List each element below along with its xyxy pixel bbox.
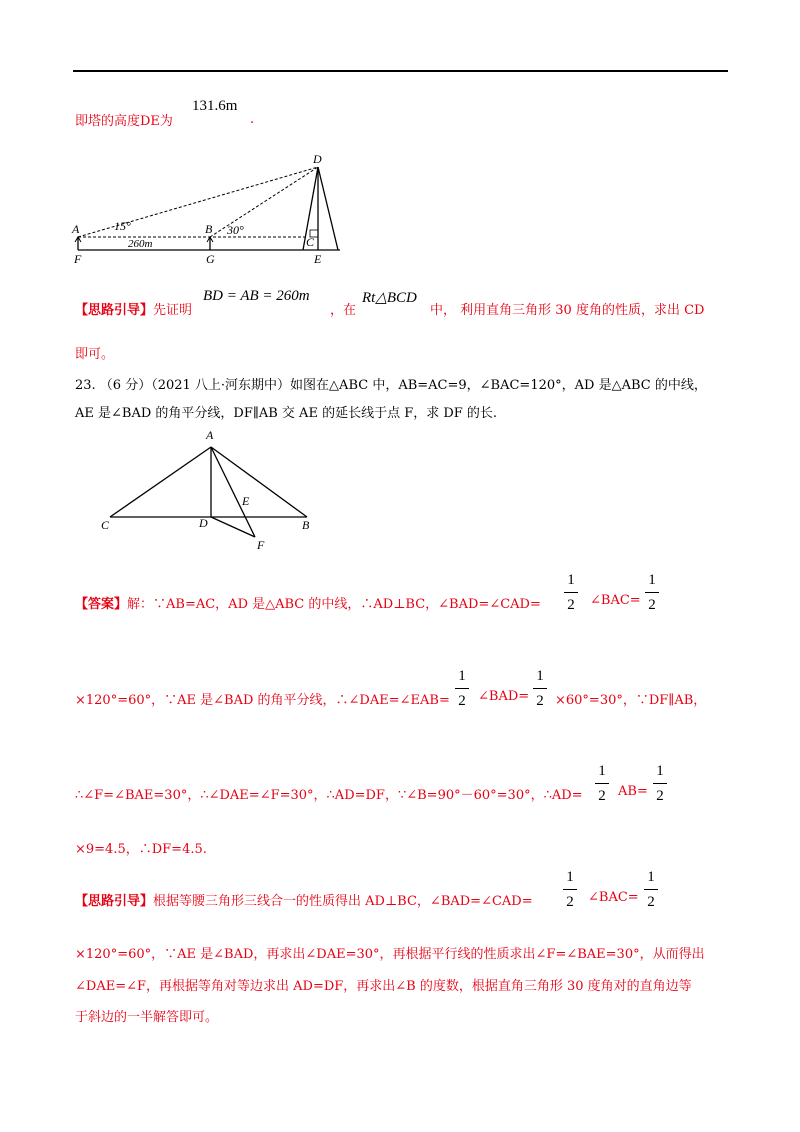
- label-C: C: [306, 235, 315, 249]
- label-B: B: [205, 222, 213, 236]
- fraction-8: 1 2: [644, 867, 658, 912]
- hint2-line2: ×120°=60°，∵AE 是∠BAD，再求出∠DAE=30°，再根据平行线的性质求出∠F=∠BAE=30°，从而得出: [75, 947, 705, 962]
- label-E: E: [314, 252, 322, 266]
- prev-answer-prefix: 即塔的高度DE为: [75, 114, 173, 129]
- fig2-label-B: B: [302, 518, 310, 532]
- angle-B-label: 30°: [227, 223, 244, 237]
- prev-answer-suffix: .: [250, 112, 255, 127]
- tower-figure: [70, 150, 350, 270]
- fig2-label-F: F: [257, 538, 265, 552]
- answer-line2c: ×60°=30°，∵DF∥AB，: [555, 693, 707, 708]
- fig2-label-C: C: [101, 518, 110, 532]
- hint1-triangle: Rt△BCD: [362, 290, 417, 306]
- header-rule: [73, 70, 728, 72]
- hint1-line: 【思路引导】先证明: [75, 303, 193, 318]
- q23-line1: 23. （6 分）（2021 八上·河东期中）如图在△ABC 中，AB=AC=9，∠BAC=120°，AD 是△ABC 的中线，: [75, 378, 707, 393]
- q23-line2: AE 是∠BAD 的角平分线，DF∥AB 交 AE 的延长线于点 F，求 DF 的长.: [75, 406, 498, 421]
- fraction-7: 1 2: [563, 867, 577, 912]
- answer-line3a: ∴∠F=∠BAE=30°，∴∠DAE=∠F=30°，∴AD=DF，∵∠B=90°－60°=30°，∴AD=: [75, 788, 583, 803]
- fraction-5: 1 2: [595, 761, 609, 806]
- fig2-label-A: A: [206, 428, 214, 442]
- hint2-line3: ∠DAE=∠F，再根据等角对等边求出 AD=DF，再求出∠B 的度数，根据直角三角形 30 度角对的直角边等: [75, 979, 692, 994]
- hint1-text3: 中， 利用直角三角形 30 度角的性质，求出 CD: [430, 303, 705, 318]
- triangle-figure: [95, 425, 325, 555]
- label-D: D: [313, 152, 322, 166]
- prev-answer-value: 131.6m: [192, 98, 238, 114]
- hint2-line1b: ∠BAC=: [588, 890, 639, 905]
- label-A: A: [72, 222, 80, 236]
- answer-line2a: ×120°=60°，∵AE 是∠BAD 的角平分线，∴∠DAE=∠EAB=: [75, 693, 450, 708]
- hint2-line1: 【思路引导】根据等腰三角形三线合一的性质得出 AD⊥BC，∠BAD=∠CAD=: [75, 894, 533, 909]
- hint2-line4: 于斜边的一半解答即可。: [75, 1010, 219, 1025]
- distance-label: 260m: [128, 238, 153, 250]
- answer-line4: ×9=4.5，∴DF=4.5.: [75, 842, 207, 857]
- answer-line3b: AB=: [618, 784, 648, 799]
- answer-line2b: ∠BAD=: [478, 689, 530, 704]
- fig2-label-E: E: [242, 494, 250, 508]
- label-F: F: [74, 252, 82, 266]
- answer-line1b: ∠BAC=: [590, 593, 641, 608]
- fraction-6: 1 2: [653, 761, 667, 806]
- fraction-2: 1 2: [645, 570, 659, 615]
- label-G: G: [206, 252, 215, 266]
- hint1-text4: 即可。: [75, 347, 115, 362]
- fraction-3: 1 2: [455, 666, 469, 711]
- hint1-text2: ，在: [330, 303, 357, 318]
- fraction-1: 1 2: [564, 570, 578, 615]
- answer-line1: 【答案】解：∵AB=AC，AD 是△ABC 的中线，∴AD⊥BC，∠BAD=∠CAD=: [75, 597, 541, 612]
- fraction-4: 1 2: [533, 666, 547, 711]
- hint1-formula: BD = AB = 260m: [203, 288, 310, 304]
- angle-A-label: 15°: [114, 219, 131, 233]
- fig2-label-D: D: [199, 516, 208, 530]
